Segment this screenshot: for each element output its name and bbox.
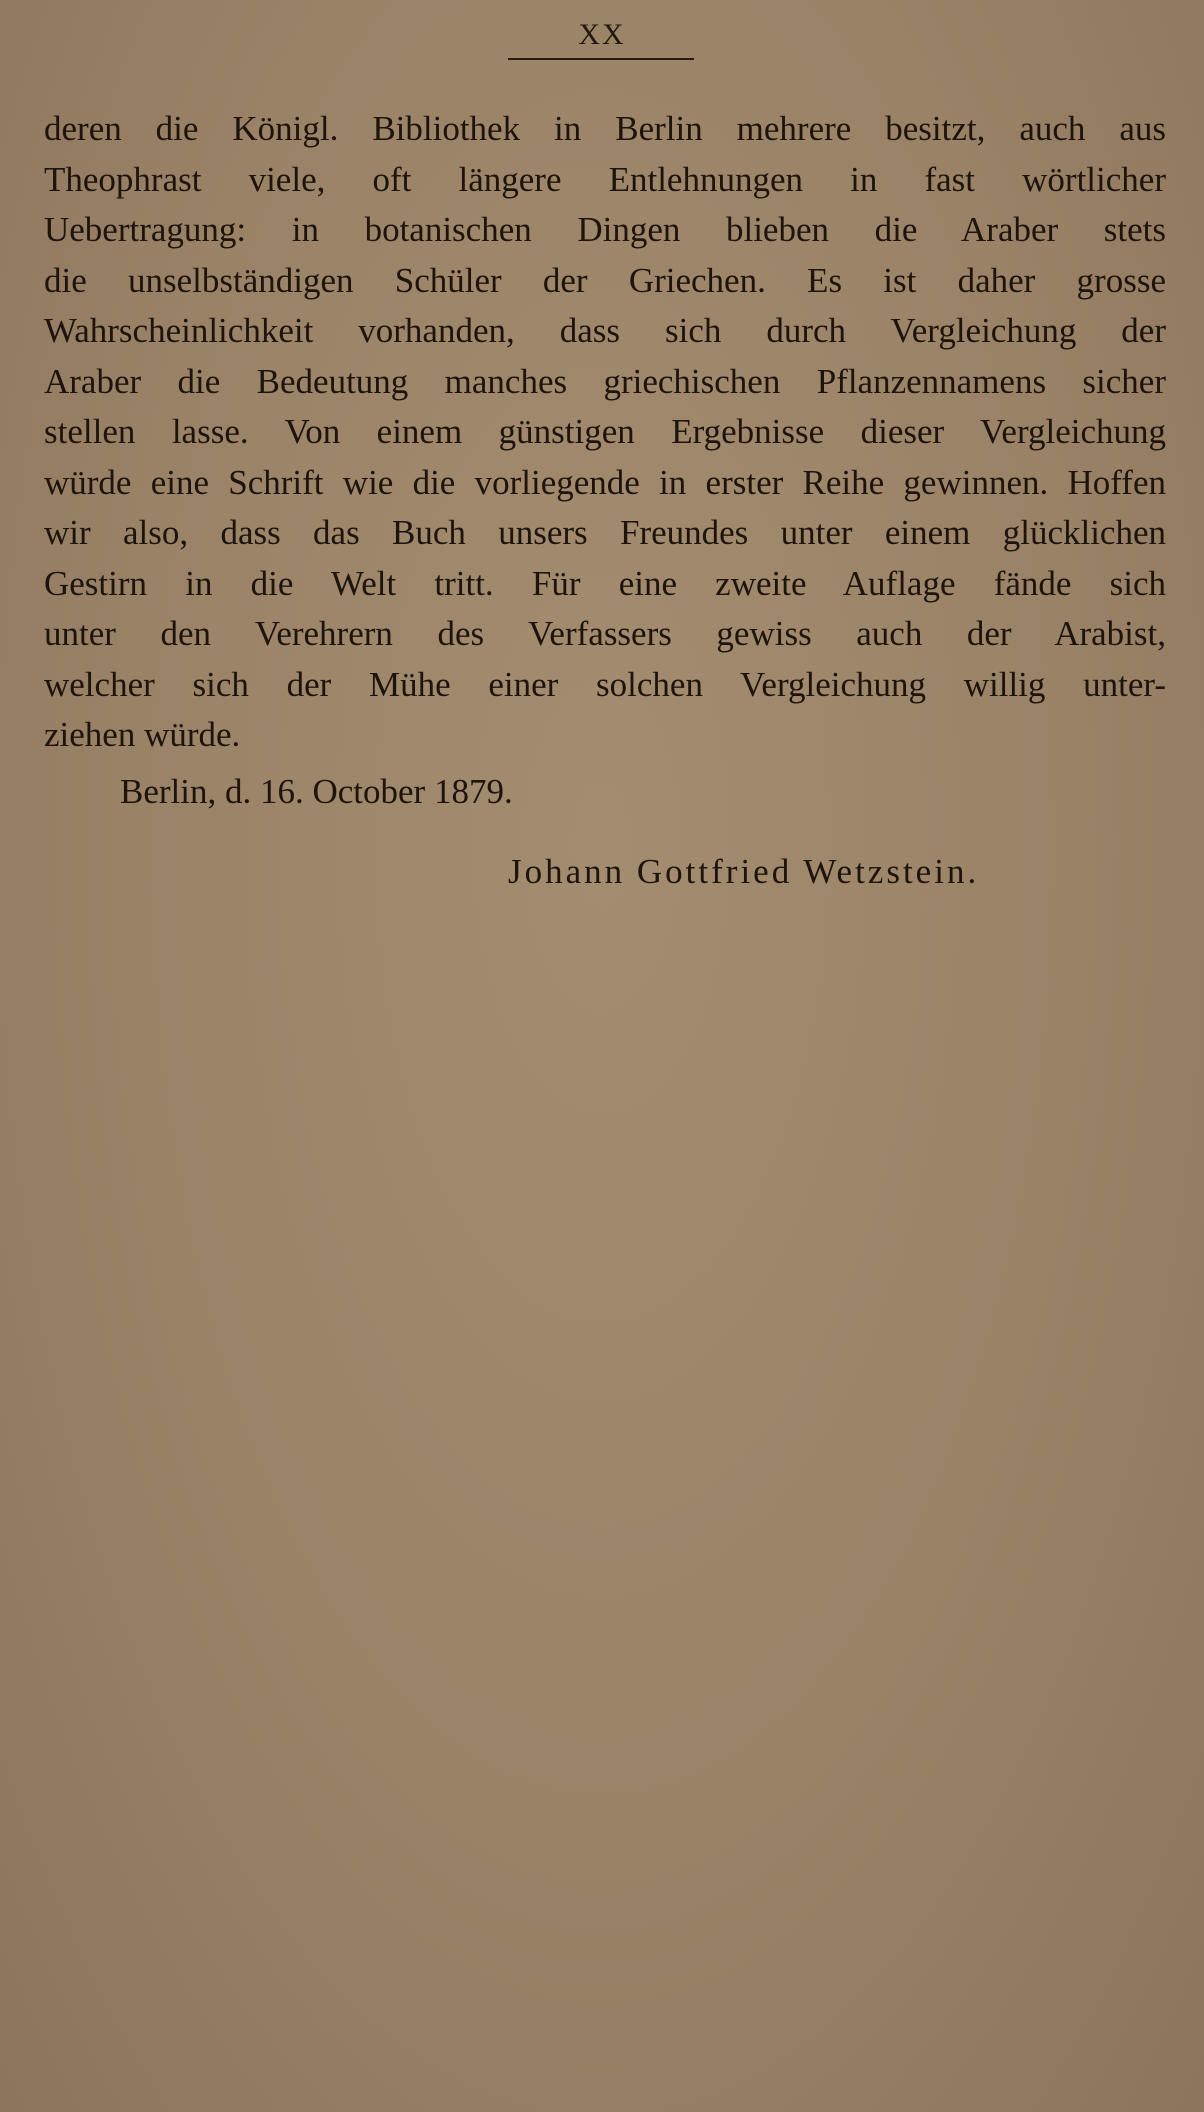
body-paragraph <box>44 104 1166 761</box>
page-number: XX <box>578 18 626 51</box>
text-line: würde eine Schrift wie die vorliegende in erster Reihe gewinnen. Hoffen <box>44 462 1166 502</box>
text-line: ziehen würde. <box>44 715 241 754</box>
text-line: Wahrscheinlichkeit vorhanden, dass sich durch Vergleichung der <box>44 311 1166 350</box>
text-line: die unselbständigen Schüler der Griechen. Es ist daher grosse <box>44 260 1166 300</box>
text-line: unter den Verehrern des Verfassers gewiss auch der Arabist, <box>44 614 1166 653</box>
text-line: wir also, dass das Buch unsers Freundes unter einem glücklichen <box>44 513 1166 552</box>
text-line: Theophrast viele, oft längere Entlehnungen in fast wörtlicher <box>44 159 1166 199</box>
text-line: Araber die Bedeutung manches griechischen Pflanzennamens sicher <box>44 361 1166 401</box>
text-line: welcher sich der Mühe einer solchen Vergleichung willig unter- <box>44 664 1166 704</box>
text-line: stellen lasse. Von einem günstigen Ergebnisse dieser Vergleichung <box>44 412 1166 451</box>
author-signature: Johann Gottfried Wetzstein. <box>508 852 980 891</box>
text-line: Uebertragung: in botanischen Dingen blieben die Araber stets <box>44 210 1166 249</box>
dateline: Berlin, d. 16. October 1879. <box>120 772 513 811</box>
text-line: Gestirn in die Welt tritt. Für eine zweite Auflage fände sich <box>44 563 1166 603</box>
header-rule <box>508 58 694 60</box>
text-line: deren die Königl. Bibliothek in Berlin mehrere besitzt, auch aus <box>44 109 1166 148</box>
